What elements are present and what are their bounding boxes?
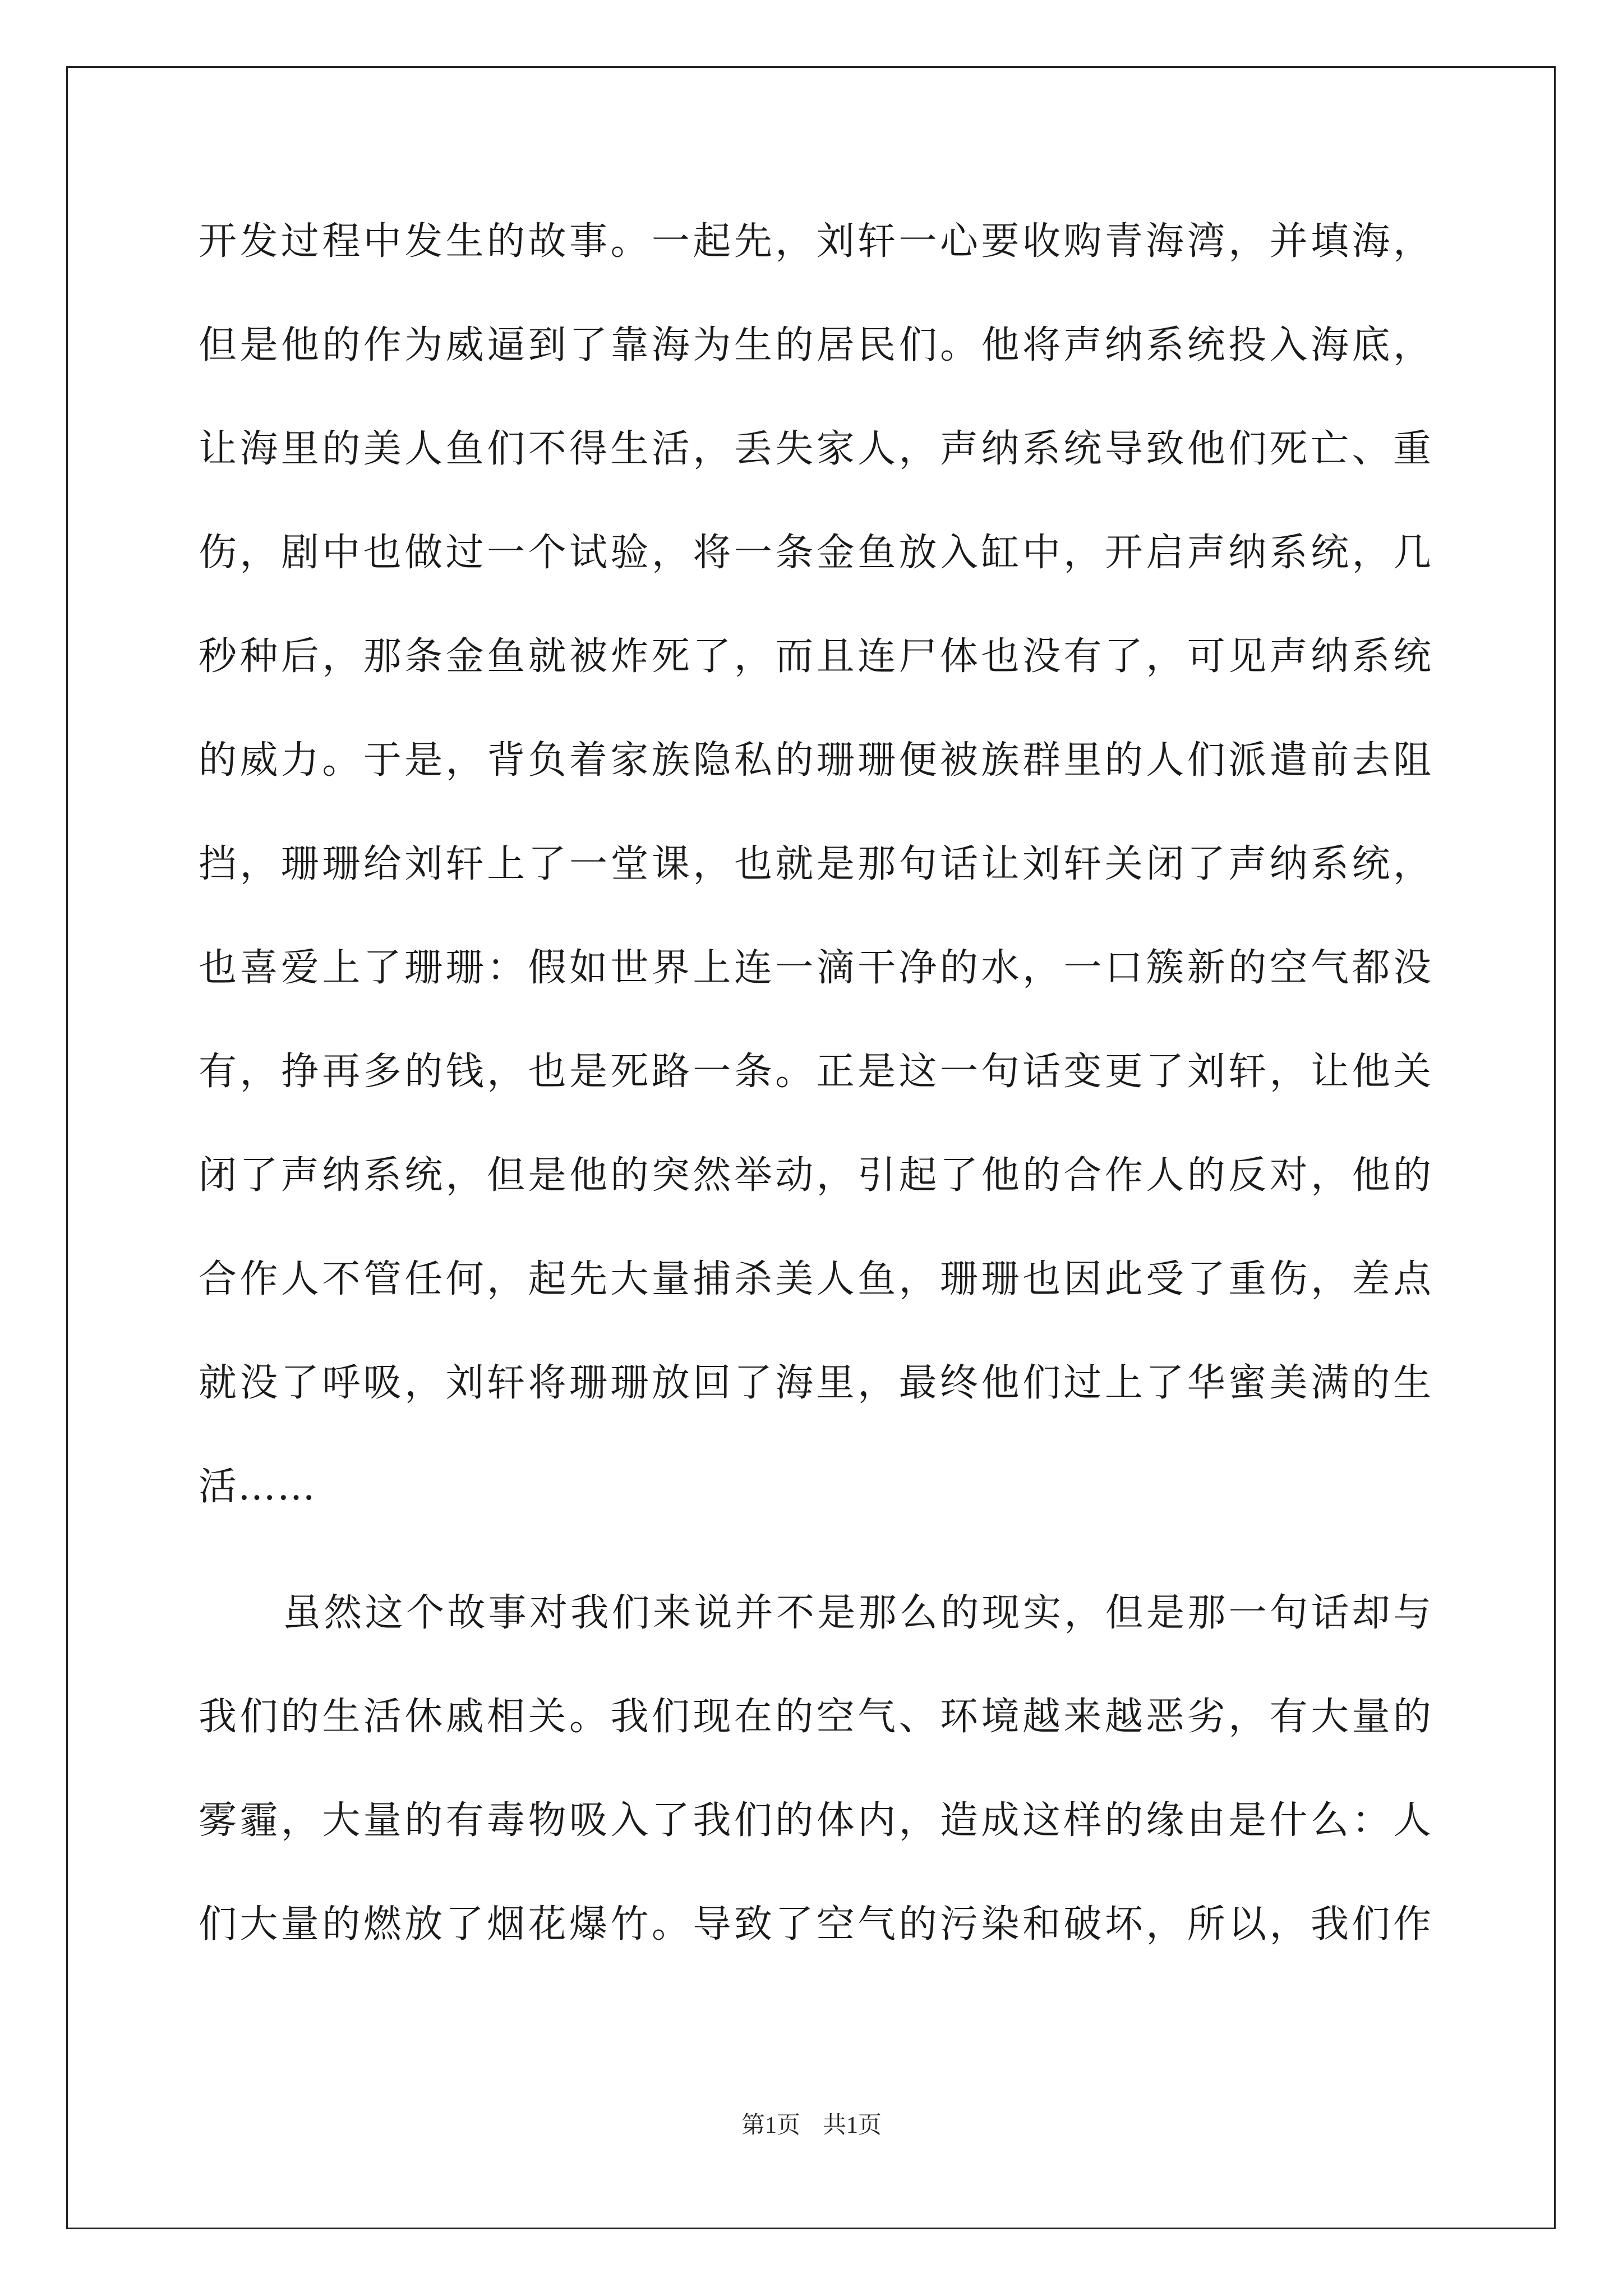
text-line: 但是他的作为威逼到了靠海为生的居民们。他将声纳系统投入海底， <box>199 323 1432 367</box>
text-line: 的威力。于是，背负着家族隐私的珊珊便被族群里的人们派遣前去阻 <box>199 738 1432 783</box>
text-line: 就没了呼吸，刘轩将珊珊放回了海里，最终他们过上了华蜜美满的生 <box>199 1361 1432 1405</box>
text-line: 秒种后，那条金鱼就被炸死了，而且连尸体也没有了，可见声纳系统 <box>199 634 1432 679</box>
paragraph-spacer <box>199 1539 1432 1561</box>
paragraph-2 <box>199 1561 1432 1976</box>
page-footer <box>0 2106 1623 2140</box>
text-line: 虽然这个故事对我们来说并不是那么的现实，但是那一句话却与 <box>283 1591 1432 1635</box>
text-line: 让海里的美人鱼们不得生活，丢失家人，声纳系统导致他们死亡、重 <box>199 427 1432 471</box>
text-line: 合作人不管任何，起先大量捕杀美人鱼，珊珊也因此受了重伤，差点 <box>199 1257 1432 1301</box>
text-line: 开发过程中发生的故事。一起先，刘轩一心要收购青海湾，并填海， <box>199 219 1432 264</box>
paragraph-1 <box>199 190 1432 1539</box>
text-line: 闭了声纳系统，但是他的突然举动，引起了他的合作人的反对，他的 <box>199 1153 1432 1198</box>
text-line: 雾霾，大量的有毒物吸入了我们的体内，造成这样的缘由是什么：人 <box>199 1798 1432 1843</box>
text-line: 伤，剧中也做过一个试验，将一条金鱼放入缸中，开启声纳系统，几 <box>199 531 1432 575</box>
text-line: 也喜爱上了珊珊：假如世界上连一滴干净的水，一口簇新的空气都没 <box>199 946 1432 990</box>
page-total: 共1页 <box>823 2113 882 2138</box>
text-line: 们大量的燃放了烟花爆竹。导致了空气的污染和破坏，所以，我们作 <box>199 1902 1432 1947</box>
document-body <box>199 190 1432 1976</box>
page-number: 第1页 <box>741 2113 800 2138</box>
text-line: 活…… <box>199 1465 317 1509</box>
text-line: 挡，珊珊给刘轩上了一堂课，也就是那句话让刘轩关闭了声纳系统， <box>199 842 1432 886</box>
text-line: 有，挣再多的钱，也是死路一条。正是这一句话变更了刘轩，让他关 <box>199 1050 1432 1094</box>
text-line: 我们的生活休戚相关。我们现在的空气、环境越来越恶劣，有大量的 <box>199 1695 1432 1739</box>
